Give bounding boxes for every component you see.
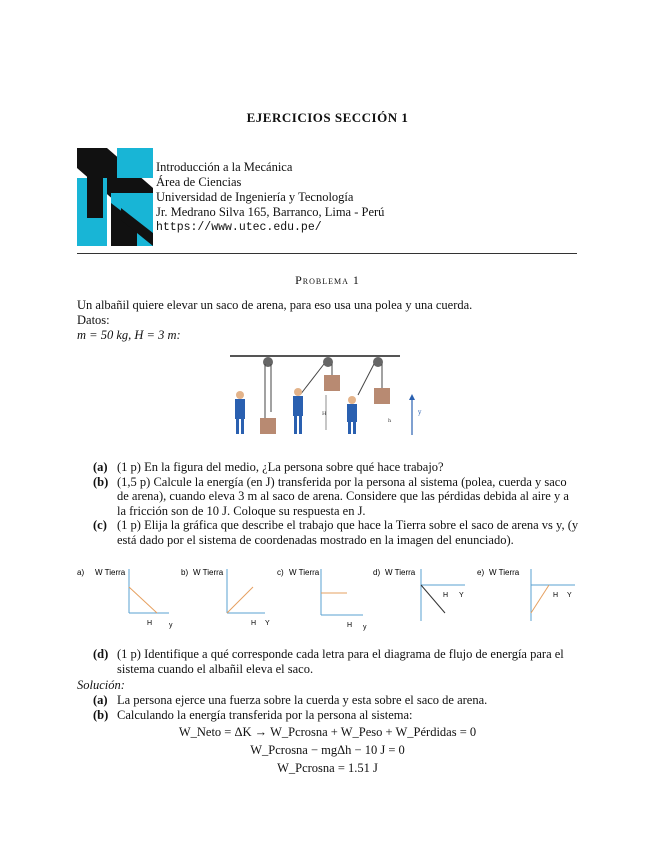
- equation-2: W_Pcrosna − mgΔh − 10 J = 0: [250, 743, 405, 757]
- header-url-link[interactable]: https://www.utec.edu.pe/: [156, 221, 322, 234]
- page-title: EJERCICIOS SECCIÓN 1: [246, 110, 409, 125]
- answer-b-label: (b): [93, 707, 109, 722]
- question-c: [93, 518, 580, 547]
- graph-option-e[interactable]: [477, 568, 575, 621]
- graph-c-title: W Tierra: [289, 568, 320, 577]
- question-d: [93, 647, 580, 676]
- header-line-address: Jr. Medrano Silva 165, Barranco, Lima - Perú: [156, 205, 385, 219]
- problem-heading: Problema 1: [295, 273, 360, 287]
- header-divider: [77, 253, 577, 254]
- graph-a-title: W Tierra: [95, 568, 126, 577]
- question-list: [93, 460, 580, 547]
- answer-a: [93, 693, 580, 708]
- graph-a-h: H: [147, 620, 153, 627]
- graph-b-y: Y: [265, 620, 270, 627]
- graph-c-label: c): [277, 568, 284, 577]
- answer-b-text: Calculando la energía transferida por la persona al sistema:: [117, 707, 413, 722]
- scene-h2-label: h: [388, 418, 392, 424]
- graph-d-label: d): [373, 568, 381, 577]
- graph-d-h: H: [443, 592, 449, 599]
- graph-b-title: W Tierra: [193, 568, 224, 577]
- solution-label: Solución:: [77, 678, 125, 692]
- answer-list: [93, 693, 580, 722]
- graph-d-title: W Tierra: [385, 568, 416, 577]
- pulley-1: [235, 357, 276, 434]
- graph-option-d[interactable]: [373, 568, 465, 621]
- graph-a-label: a): [77, 568, 85, 577]
- question-b-label: (b): [93, 474, 109, 489]
- header-line-university: Universidad de Ingeniería y Tecnología: [156, 190, 354, 204]
- question-a-label: (a): [93, 460, 108, 474]
- graph-option-c[interactable]: [277, 568, 367, 631]
- header-line-area: Área de Ciencias: [156, 175, 242, 189]
- question-c-label: (c): [93, 518, 107, 532]
- question-d-text: (1 p) Identifique a qué corresponde cada letra para el diagrama de flujo de energía para el sistema cuando el albañil eleva el saco.: [117, 647, 564, 676]
- graph-option-a[interactable]: [77, 568, 173, 629]
- graph-b-h: H: [251, 620, 257, 627]
- graph-c-h: H: [347, 622, 353, 629]
- graph-options: [77, 563, 577, 633]
- answer-b: [93, 708, 580, 723]
- scene-y-axis-label: y: [418, 409, 422, 416]
- question-b: [93, 475, 580, 519]
- question-c-text: (1 p) Elija la gráfica que describe el trabajo que hace la Tierra sobre el saco de arena vs y, (y está dado por el sistema de coordenadas mostrado en la imagen del enunciado).: [117, 518, 579, 547]
- question-a: [93, 460, 580, 475]
- graph-b-label: b): [181, 568, 189, 577]
- graph-e-y: Y: [567, 592, 572, 599]
- graph-e-label: e): [477, 568, 485, 577]
- pulley-3: [347, 357, 392, 434]
- graph-c-y: y: [363, 624, 367, 631]
- utec-logo: [77, 148, 153, 246]
- header-line-course: Introducción a la Mecánica: [156, 160, 293, 174]
- pulley-2: [293, 357, 340, 434]
- graph-a-y: y: [169, 622, 173, 629]
- graph-e-title: W Tierra: [489, 568, 520, 577]
- scene-h-label: H: [322, 411, 327, 417]
- question-a-text: (1 p) En la figura del medio, ¿La persona sobre qué hace trabajo?: [117, 460, 444, 474]
- datos-label: Datos:: [77, 313, 110, 327]
- equation-1: W_Neto = ΔK → W_Pcrosna + W_Peso + W_Pérdidas = 0: [178, 725, 477, 739]
- answer-a-label: (a): [93, 693, 108, 707]
- graph-e-h: H: [553, 592, 559, 599]
- graph-d-y: Y: [459, 592, 464, 599]
- graph-option-b[interactable]: [181, 568, 270, 627]
- institution-header: [156, 160, 384, 235]
- datos-values: m = 50 kg, H = 3 m:: [77, 328, 181, 342]
- answer-a-text: La persona ejerce una fuerza sobre la cuerda y esta sobre el saco de arena.: [117, 693, 488, 707]
- question-d-label: (d): [93, 647, 109, 661]
- question-b-text: (1,5 p) Calcule la energía (en J) transferida por la persona al sistema (polea, cuerda y saco de arena), cuando eleva 3 m al saco de arena. Considere que las pérdidas debida al aire y a la fricción son de 10 J. Coloque su respuesta en J.: [117, 474, 569, 518]
- pulley-scene-illustration: [230, 350, 430, 440]
- equation-3: W_Pcrosna = 1.51 J: [277, 761, 378, 775]
- problem-intro: Un albañil quiere elevar un saco de arena, para eso usa una polea y una cuerda.: [77, 298, 473, 312]
